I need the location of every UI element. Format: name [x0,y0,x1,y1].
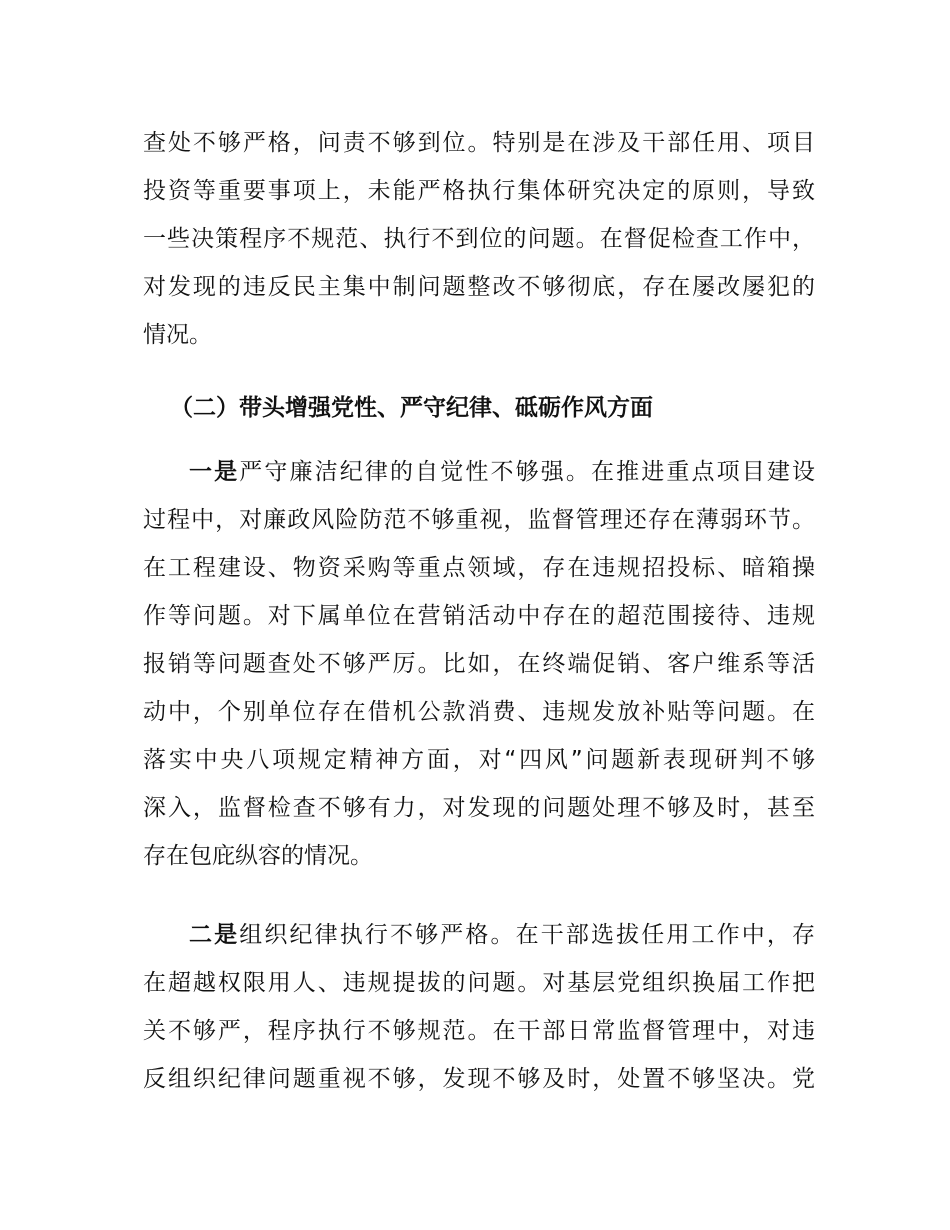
paragraph-3-first-line [143,911,815,959]
paragraph-3 [143,911,815,1103]
paragraph-2-line: 在工程建设、物资采购等重点领域，存在违规招投标、暗箱操 [143,555,815,581]
paragraph-2-line: 作等问题。对下属单位在营销活动中存在的超范围接待、违规 [143,603,815,629]
section-heading: （二）带头增强党性、严守纪律、砥砺作风方面 [170,395,653,421]
paragraph-1-line: 查处不够严格，问责不够到位。特别是在涉及干部任用、项目 [143,130,815,156]
paragraph-2-line: 报销等问题查处不够严厉。比如，在终端促销、客户维系等活 [143,651,815,677]
paragraph-1 [143,119,815,359]
paragraph-3-line: 关不够严，程序执行不够规范。在干部日常监督管理中，对违 [143,1018,815,1044]
paragraph-2 [143,448,815,880]
paragraph-1-line: 一些决策程序不规范、执行不到位的问题。在督促检查工作中， [143,226,815,252]
paragraph-2-first-line [143,448,815,496]
paragraph-1-line: 投资等重要事项上，未能严格执行集体研究决定的原则，导致 [143,178,815,204]
paragraph-2-line: 动中，个别单位存在借机公款消费、违规发放补贴等问题。在 [143,699,815,725]
paragraph-2-line: 深入，监督检查不够有力，对发现的问题处理不够及时，甚至 [143,795,815,821]
paragraph-2-line: 存在包庇纵容的情况。 [143,843,373,869]
paragraph-2-line: 过程中，对廉政风险防范不够重视，监督管理还存在薄弱环节。 [143,507,815,533]
paragraph-3-first-line-text: 组织纪律执行不够严格。在干部选拔任用工作中，存 [239,922,815,948]
paragraph-2-line: 落实中央八项规定精神方面，对“四风”问题新表现研判不够 [143,747,815,773]
paragraph-1-line: 对发现的违反民主集中制问题整改不够彻底，存在屡改屡犯的 [143,274,815,300]
paragraph-3-lead: 二是 [189,922,240,948]
paragraph-3-line: 在超越权限用人、违规提拔的问题。对基层党组织换届工作把 [143,970,815,996]
paragraph-2-lead: 一是 [189,459,240,485]
paragraph-3-line: 反组织纪律问题重视不够，发现不够及时，处置不够坚决。党 [143,1066,815,1092]
paragraph-1-line: 情况。 [143,322,212,348]
paragraph-2-first-line-text: 严守廉洁纪律的自觉性不够强。在推进重点项目建设 [239,459,815,485]
